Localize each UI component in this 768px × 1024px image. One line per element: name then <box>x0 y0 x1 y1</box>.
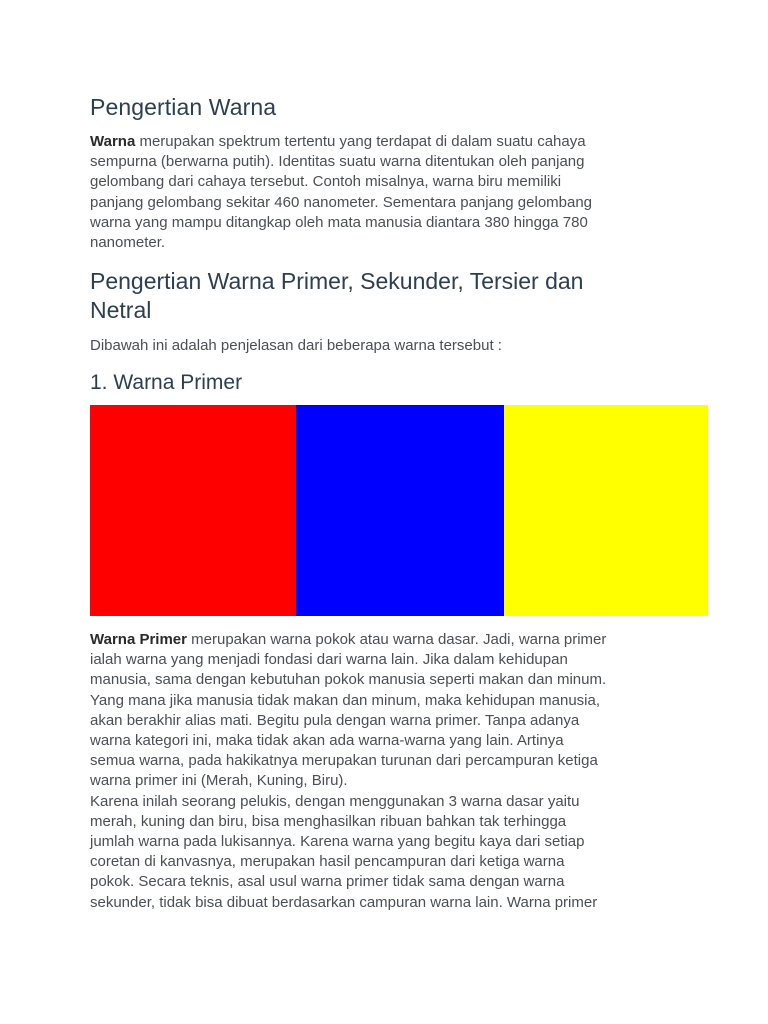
bold-term-warna: Warna <box>90 133 136 150</box>
paragraph-line: pokok. Secara teknis, asal usul warna primer tidak sama dengan warna <box>90 873 565 891</box>
paragraph-line: Karena inilah seorang pelukis, dengan menggunakan 3 warna dasar yaitu <box>90 792 580 810</box>
paragraph-line: manusia, sama dengan kebutuhan pokok manusia seperti makan dan minum. <box>90 671 607 689</box>
paragraph-line: jumlah warna pada lukisannya. Karena warna yang begitu kaya dari setiap <box>90 833 585 851</box>
paragraph-warna-primer <box>90 630 680 913</box>
paragraph-line: Warna merupakan spektrum tertentu yang terdapat di dalam suatu cahaya <box>90 133 586 150</box>
paragraph-line: warna kategori ini, maka tidak akan ada warna-warna yang lain. Artinya <box>90 732 564 750</box>
paragraph-line: sempurna (berwarna putih). Identitas suatu warna ditentukan oleh panjang <box>90 153 585 171</box>
primary-color-swatches <box>90 405 708 616</box>
paragraph-line: merah, kuning dan biru, bisa menghasilkan ribuan bahkan tak terhingga <box>90 812 567 830</box>
paragraph-line: warna primer ini (Merah, Kuning, Biru). <box>90 772 348 790</box>
paragraph-line: coretan di kanvasnya, merupakan hasil pencampuran dari ketiga warna <box>90 853 565 871</box>
paragraph-line: gelombang dari cahaya tersebut. Contoh misalnya, warna biru memiliki <box>90 173 562 191</box>
bold-term-warna-primer: Warna Primer <box>90 631 187 648</box>
paragraph-line: ialah warna yang menjadi fondasi dari warna lain. Jika dalam kehidupan <box>90 651 568 669</box>
intro-paragraph: Dibawah ini adalah penjelasan dari beberapa warna tersebut : <box>90 337 502 354</box>
paragraph-line: akan berakhir alias mati. Begitu pula dengan warna primer. Tanpa adanya <box>90 711 580 729</box>
section-title-pengertian-warna: Pengertian Warna <box>90 94 277 120</box>
paragraph-line: nanometer. <box>90 234 166 252</box>
paragraph-line: Warna Primer merupakan warna pokok atau warna dasar. Jadi, warna primer <box>90 631 607 648</box>
section-title-jenis-warna: Pengertian Warna Primer, Sekunder, Tersier dan Netral <box>90 268 584 323</box>
section-title-warna-primer: 1. Warna Primer <box>90 371 243 394</box>
paragraph-line: Yang mana jika manusia tidak makan dan minum, maka kehidupan manusia, <box>90 691 600 709</box>
swatch-red <box>90 405 296 616</box>
paragraph-line: warna yang mampu ditangkap oleh mata manusia diantara 380 hingga 780 <box>90 213 588 231</box>
paragraph-pengertian-warna <box>90 132 680 253</box>
swatch-blue <box>296 405 504 616</box>
swatch-yellow <box>504 405 708 616</box>
paragraph-line: sekunder, tidak bisa dibuat berdasarkan campuran warna lain. Warna primer <box>90 893 598 911</box>
paragraph-line: panjang gelombang sekitar 460 nanometer. Sementara panjang gelombang <box>90 193 593 211</box>
paragraph-line: semua warna, pada hakikatnya merupakan turunan dari percampuran ketiga <box>90 752 598 770</box>
